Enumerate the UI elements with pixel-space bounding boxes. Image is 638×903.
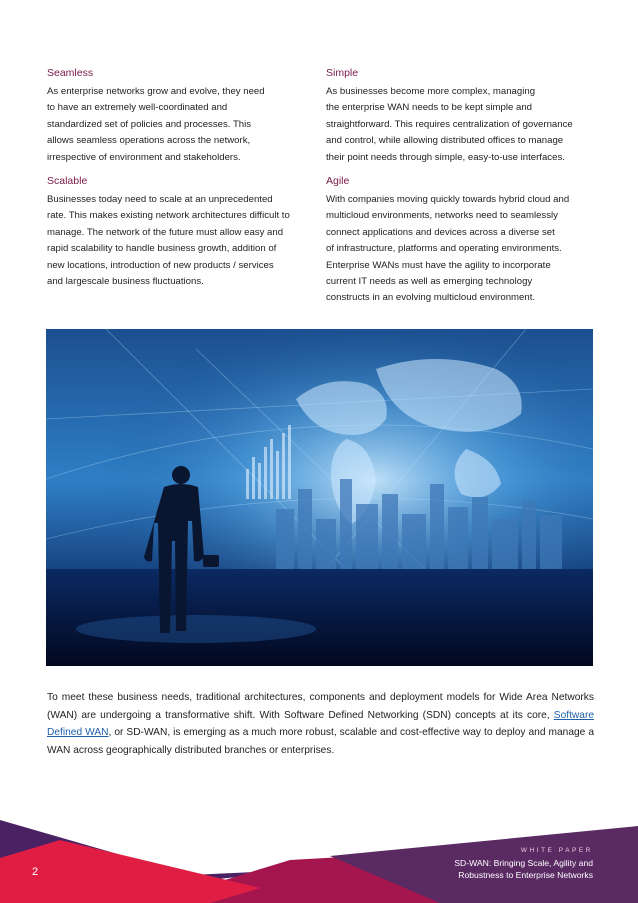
footer-shape-accent bbox=[0, 840, 260, 903]
footer-document-title: SD-WAN: Bringing Scale, Agility and Robustness to Enterprise Networks bbox=[454, 858, 593, 880]
section-body: As enterprise networks grow and evolve, they need to have an extremely well-coordinated and standardized set of policies and processes. This allows seamless operations across the network, irrespective of environment and stakeholders. bbox=[47, 86, 265, 163]
section-body: With companies moving quickly towards hybrid cloud and multicloud environments, networks need to seamlessly connect applications and devices across a diverse set of infrastructure, platforms and operating environments. Enterprise WANs must have the agility to incorporate current IT needs as well as emerging technology constructs in an evolving multicloud environment. bbox=[326, 194, 570, 304]
intro-paragraph bbox=[47, 689, 594, 759]
page-number: 2 bbox=[32, 866, 39, 878]
section-body: Businesses today need to scale at an unprecedented rate. This makes existing network architectures difficult to manage. The network of the future must allow easy and rapid scalability to handle business growth, addition of new locations, introduction of new products / services and largescale business fluctuations. bbox=[47, 194, 290, 288]
section-heading: Simple bbox=[326, 67, 359, 79]
intro-text-end: , or SD-WAN, is emerging as a much more robust, scalable and cost-effective way to deploy and manage a WAN across geographically distributed branches or enterprises. bbox=[47, 727, 594, 756]
hero-illustration bbox=[46, 329, 593, 666]
section-body: As businesses become more complex, managing the enterprise WAN needs to be kept simple and straightforward. This requires centralization of governance and control, while allowing distributed offices to manage their point needs through simple, easy-to-use interfaces. bbox=[326, 86, 573, 163]
section-seamless bbox=[47, 66, 313, 166]
hero-image bbox=[46, 329, 593, 666]
section-scalable bbox=[47, 174, 313, 290]
section-heading: Agile bbox=[326, 175, 350, 187]
section-heading: Seamless bbox=[47, 67, 94, 79]
section-agile bbox=[326, 174, 594, 307]
section-heading: Scalable bbox=[47, 175, 88, 187]
section-simple bbox=[326, 66, 594, 166]
sd-wan-link[interactable]: Software Defined WAN bbox=[47, 709, 594, 739]
footer-label: WHITE PAPER bbox=[520, 847, 593, 854]
intro-text-start: To meet these business needs, traditional architectures, components and deployment models for Wide Area Networks (WAN) are undergoing a transformative shift. With Software Defined Networking (SDN) concepts at its core, bbox=[47, 692, 594, 721]
